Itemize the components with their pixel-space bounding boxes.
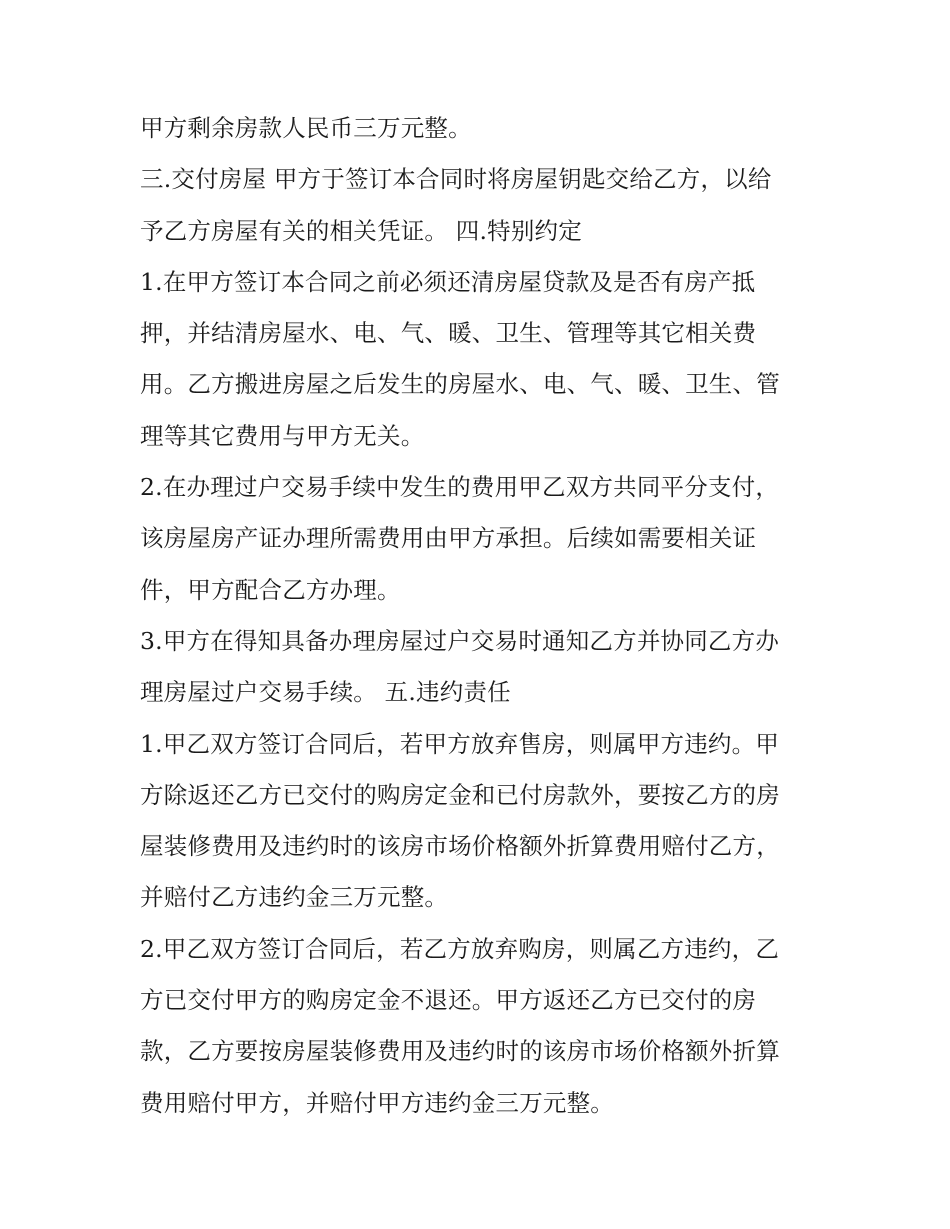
- paragraph-breach-clause-2: [140, 924, 820, 1129]
- text-line: 用。乙方搬进房屋之后发生的房屋水、电、气、暖、卫生、管: [140, 370, 780, 399]
- paragraph-special-clause-3: [140, 616, 820, 719]
- text-line: 费用赔付甲方，并赔付甲方违约金三万元整。: [140, 1088, 614, 1117]
- text-line: 1.甲乙双方签订合同后，若甲方放弃售房，则属甲方违约。甲: [140, 729, 780, 758]
- text-line: 甲方剩余房款人民币三万元整。: [140, 114, 472, 142]
- text-line: 押，并结清房屋水、电、气、暖、卫生、管理等其它相关费: [140, 319, 757, 348]
- text-line: 理房屋过户交易手续。 五.违约责任: [140, 678, 511, 707]
- text-line: 2.在办理过户交易手续中发生的费用甲乙双方共同平分支付，: [140, 473, 780, 502]
- text-line: 理等其它费用与甲方无关。: [140, 421, 425, 450]
- text-line: 款，乙方要按房屋装修费用及违约时的该房市场价格额外折算: [140, 1037, 780, 1066]
- text-line: 该房屋房产证办理所需费用由甲方承担。后续如需要相关证: [140, 524, 757, 553]
- text-line: 件，甲方配合乙方办理。: [140, 575, 401, 604]
- text-line: 1.在甲方签订本合同之前必须还清房屋贷款及是否有房产抵: [140, 267, 756, 296]
- document-body: [140, 103, 820, 1129]
- paragraph-remaining-payment: [140, 103, 820, 154]
- text-line: 3.甲方在得知具备办理房屋过户交易时通知乙方并协同乙方办: [140, 626, 780, 655]
- paragraph-special-clause-1: [140, 257, 820, 462]
- paragraph-breach-clause-1: [140, 719, 820, 924]
- text-line: 2.甲乙双方签订合同后，若乙方放弃购房，则属乙方违约，乙: [140, 934, 780, 963]
- paragraph-special-clause-2: [140, 462, 820, 616]
- text-line: 并赔付乙方违约金三万元整。: [140, 883, 449, 912]
- text-line: 方已交付甲方的购房定金不退还。甲方返还乙方已交付的房: [140, 986, 757, 1015]
- text-line: 予乙方房屋有关的相关凭证。 四.特别约定: [140, 216, 582, 245]
- paragraph-house-delivery: [140, 154, 820, 257]
- text-line: 三.交付房屋 甲方于签订本合同时将房屋钥匙交给乙方，以给: [140, 165, 772, 194]
- text-line: 方除返还乙方已交付的购房定金和已付房款外，要按乙方的房: [140, 780, 780, 809]
- text-line: 屋装修费用及违约时的该房市场价格额外折算费用赔付乙方，: [140, 832, 780, 861]
